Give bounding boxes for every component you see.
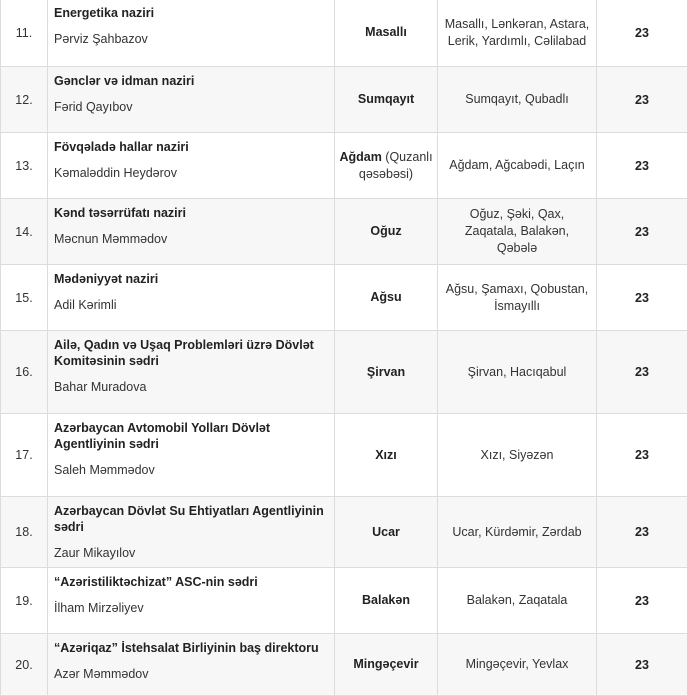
position-cell (48, 634, 335, 696)
position-cell (48, 67, 335, 133)
row-number: 14. (1, 199, 48, 265)
table-row (1, 414, 687, 497)
regions-cell: Sumqayıt, Qubadlı (438, 67, 597, 133)
table-row (1, 568, 687, 634)
city-cell (335, 199, 438, 265)
position-title: Kənd təsərrüfatı naziri (54, 205, 328, 221)
row-number: 19. (1, 568, 48, 634)
table-body (1, 0, 687, 696)
regions-cell: Ağsu, Şamaxı, Qobustan, İsmayıllı (438, 265, 597, 331)
count-cell: 23 (597, 634, 687, 696)
city-name: Mingəçevir (353, 657, 418, 671)
count-cell: 23 (597, 568, 687, 634)
row-number: 20. (1, 634, 48, 696)
position-cell (48, 265, 335, 331)
city-cell (335, 133, 438, 199)
official-name: Zaur Mikayılov (54, 545, 328, 561)
row-number: 16. (1, 331, 48, 414)
regions-cell: Şirvan, Hacıqabul (438, 331, 597, 414)
city-name: Ucar (372, 525, 400, 539)
table-row (1, 497, 687, 568)
count-cell: 23 (597, 67, 687, 133)
city-name: Şirvan (367, 365, 405, 379)
official-name: Kəmaləddin Heydərov (54, 165, 328, 181)
official-name: Fərid Qayıbov (54, 99, 328, 115)
position-cell (48, 568, 335, 634)
city-cell (335, 0, 438, 67)
city-name: Masallı (365, 25, 407, 39)
city-note: (Quzanlı qəsəbəsi) (359, 150, 433, 181)
table-row (1, 331, 687, 414)
regions-cell: Balakən, Zaqatala (438, 568, 597, 634)
row-number: 11. (1, 0, 48, 67)
city-name: Ağsu (370, 290, 401, 304)
count-cell: 23 (597, 199, 687, 265)
position-title: “Azəriqaz” İstehsalat Birliyinin baş direktoru (54, 640, 328, 656)
city-name: Sumqayıt (358, 92, 414, 106)
count-cell: 23 (597, 414, 687, 497)
table-row (1, 634, 687, 696)
city-name: Balakən (362, 593, 410, 607)
city-name: Xızı (375, 448, 397, 462)
city-cell (335, 67, 438, 133)
city-name: Ağdam (339, 150, 381, 164)
position-cell (48, 0, 335, 67)
regions-cell: Xızı, Siyəzən (438, 414, 597, 497)
table-row (1, 67, 687, 133)
count-cell: 23 (597, 331, 687, 414)
position-title: Mədəniyyət naziri (54, 271, 328, 287)
count-cell: 23 (597, 0, 687, 67)
regions-cell: Mingəçevir, Yevlax (438, 634, 597, 696)
official-name: Bahar Muradova (54, 379, 328, 395)
count-cell: 23 (597, 133, 687, 199)
count-cell: 23 (597, 497, 687, 568)
regions-cell: Ucar, Kürdəmir, Zərdab (438, 497, 597, 568)
regions-cell: Ağdam, Ağcabədi, Laçın (438, 133, 597, 199)
table-row (1, 0, 687, 67)
row-number: 18. (1, 497, 48, 568)
position-cell (48, 331, 335, 414)
position-cell (48, 497, 335, 568)
city-cell (335, 568, 438, 634)
position-title: “Azəristiliktəchizat” ASC-nin sədri (54, 574, 328, 590)
position-title: Gənclər və idman naziri (54, 73, 328, 89)
position-cell (48, 199, 335, 265)
official-name: Məcnun Məmmədov (54, 231, 328, 247)
city-cell (335, 414, 438, 497)
table-row (1, 133, 687, 199)
row-number: 17. (1, 414, 48, 497)
position-cell (48, 414, 335, 497)
official-name: Azər Məmmədov (54, 666, 328, 682)
table-row (1, 265, 687, 331)
city-name: Oğuz (370, 224, 401, 238)
position-title: Azərbaycan Avtomobil Yolları Dövlət Agentliyinin sədri (54, 420, 328, 452)
row-number: 15. (1, 265, 48, 331)
position-title: Energetika naziri (54, 5, 328, 21)
position-title: Ailə, Qadın və Uşaq Problemləri üzrə Dövlət Komitəsinin sədri (54, 337, 328, 369)
city-cell (335, 331, 438, 414)
row-number: 13. (1, 133, 48, 199)
city-cell (335, 265, 438, 331)
city-cell (335, 634, 438, 696)
position-title: Azərbaycan Dövlət Su Ehtiyatları Agentliyinin sədri (54, 503, 328, 535)
table-row (1, 199, 687, 265)
regions-cell: Masallı, Lənkəran, Astara, Lerik, Yardımlı, Cəlilabad (438, 0, 597, 67)
city-cell (335, 497, 438, 568)
official-name: İlham Mirzəliyev (54, 600, 328, 616)
official-name: Saleh Məmmədov (54, 462, 328, 478)
official-name: Pərviz Şahbazov (54, 31, 328, 47)
regions-cell: Oğuz, Şəki, Qax, Zaqatala, Balakən, Qəbələ (438, 199, 597, 265)
position-title: Fövqəladə hallar naziri (54, 139, 328, 155)
row-number: 12. (1, 67, 48, 133)
count-cell: 23 (597, 265, 687, 331)
official-name: Adil Kərimli (54, 297, 328, 313)
position-cell (48, 133, 335, 199)
